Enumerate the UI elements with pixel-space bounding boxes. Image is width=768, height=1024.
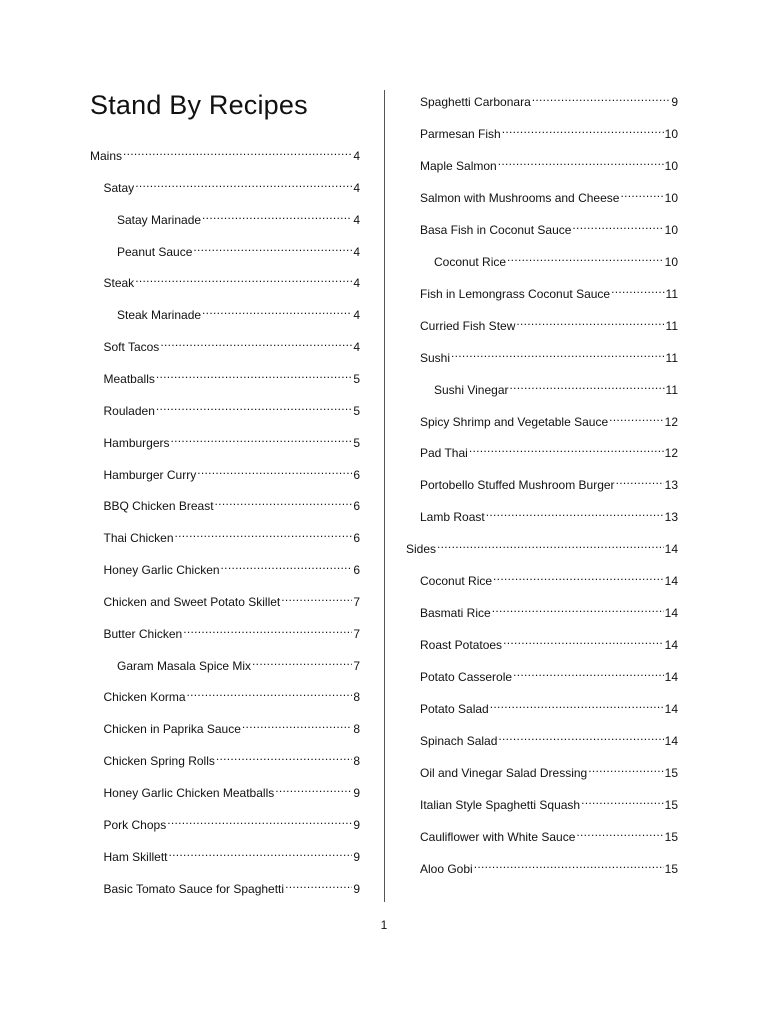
toc-entry[interactable]	[104, 271, 361, 291]
toc-entry[interactable]	[117, 208, 360, 228]
toc-entry-label: Hamburger Curry	[103, 467, 197, 482]
toc-entry-page: 4	[353, 340, 360, 355]
toc-entry[interactable]	[420, 346, 678, 366]
toc-entry[interactable]	[104, 399, 361, 419]
toc-dot-leader	[498, 154, 664, 170]
toc-entry-label: Maple Salmon	[420, 158, 497, 173]
toc-dot-leader	[175, 526, 353, 542]
column-divider	[384, 90, 385, 902]
toc-entry-label: Basa Fish in Coconut Sauce	[420, 222, 572, 237]
toc-entry-page: 7	[353, 594, 360, 609]
page-number: 1	[380, 918, 388, 932]
toc-entry[interactable]	[90, 144, 360, 164]
toc-entry-label: Oil and Vinegar Salad Dressing	[420, 765, 588, 780]
toc-dot-leader	[187, 685, 353, 701]
toc-dot-leader	[486, 505, 664, 521]
toc-dot-leader	[281, 590, 352, 606]
toc-entry[interactable]	[420, 665, 678, 685]
toc-entry-page: 6	[353, 563, 360, 578]
toc-dot-leader	[202, 303, 352, 319]
toc-entry-label: Portobello Stuffed Mushroom Burger	[420, 478, 615, 493]
toc-entry-label: Fish in Lemongrass Coconut Sauce	[420, 286, 611, 301]
toc-entry[interactable]	[434, 250, 678, 270]
toc-entry-label: Coconut Rice	[434, 254, 507, 269]
toc-entry-page: 6	[353, 499, 360, 514]
toc-entry-label: BBQ Chicken Breast	[103, 499, 214, 514]
toc-entry-label: Lamb Roast	[420, 510, 485, 525]
toc-dot-leader	[167, 813, 352, 829]
toc-dot-leader	[242, 717, 352, 733]
toc-entry-label: Coconut Rice	[420, 574, 493, 589]
toc-entry[interactable]	[420, 569, 678, 589]
toc-entry-page: 5	[353, 371, 360, 386]
toc-dot-leader	[216, 749, 352, 765]
toc-dot-leader	[510, 378, 665, 394]
toc-dot-leader	[193, 240, 352, 256]
toc-dot-leader	[169, 845, 353, 861]
toc-entry-page: 14	[664, 734, 678, 748]
document-title: Stand By Recipes	[90, 90, 308, 120]
toc-entry-page: 13	[664, 478, 678, 493]
toc-entry-label: Chicken in Paprika Sauce	[103, 722, 241, 737]
toc-dot-leader	[493, 569, 664, 585]
toc-entry-page: 6	[353, 531, 360, 546]
toc-entry[interactable]	[104, 558, 361, 578]
toc-entry-page: 8	[353, 722, 360, 737]
toc-dot-leader	[572, 218, 663, 234]
toc-entry[interactable]	[420, 186, 678, 206]
toc-entry-page: 4	[353, 212, 360, 227]
toc-entry-page: 12	[664, 414, 678, 429]
toc-entry-label: Sushi	[420, 350, 451, 365]
toc-entry[interactable]	[420, 122, 678, 142]
toc-entry[interactable]	[104, 590, 361, 610]
toc-entry-page: 5	[353, 403, 360, 418]
toc-dot-leader	[611, 282, 664, 298]
toc-entry[interactable]	[420, 601, 678, 621]
toc-dot-leader	[469, 441, 664, 457]
toc-entry-label: Pork Chops	[103, 817, 167, 832]
toc-entry-label: Chicken Korma	[103, 690, 186, 705]
toc-dot-leader	[502, 122, 664, 138]
toc-dot-leader	[171, 431, 353, 447]
toc-dot-leader	[156, 399, 352, 415]
toc-entry-page: 4	[353, 276, 360, 291]
toc-entry-label: Honey Garlic Chicken	[103, 563, 220, 578]
toc-entry-label: Basic Tomato Sauce for Spaghetti	[103, 881, 285, 896]
toc-entry[interactable]	[117, 303, 360, 323]
toc-entry[interactable]	[420, 697, 678, 717]
toc-entry-page: 7	[353, 658, 360, 673]
toc-entry[interactable]	[420, 793, 678, 813]
toc-dot-leader	[275, 781, 352, 797]
toc-dot-leader	[123, 144, 352, 160]
toc-entry[interactable]	[104, 813, 361, 833]
toc-entry-page: 14	[664, 606, 678, 621]
toc-entry-label: Hamburgers	[103, 435, 170, 450]
toc-entry[interactable]	[104, 877, 361, 897]
toc-entry-page: 7	[353, 626, 360, 641]
toc-entry[interactable]	[420, 473, 678, 493]
toc-dot-leader	[183, 622, 352, 638]
toc-entry[interactable]	[434, 378, 678, 398]
toc-entry-page: 15	[664, 829, 678, 844]
toc-entry-page: 9	[353, 817, 360, 832]
toc-entry[interactable]	[104, 717, 361, 737]
toc-entry-page: 14	[664, 542, 678, 557]
toc-entry[interactable]	[420, 314, 678, 334]
toc-entry-page: 4	[353, 308, 360, 323]
toc-dot-leader	[437, 537, 664, 553]
toc-entry-page: 14	[664, 638, 678, 653]
toc-entry[interactable]	[104, 463, 361, 483]
toc-entry-label: Italian Style Spaghetti Squash	[420, 797, 581, 812]
toc-entry[interactable]	[117, 240, 360, 260]
toc-entry-label: Parmesan Fish	[420, 126, 501, 141]
toc-dot-leader	[285, 877, 352, 893]
toc-dot-leader	[451, 346, 665, 362]
toc-entry-page: 10	[664, 190, 678, 205]
toc-entry[interactable]	[117, 654, 360, 674]
toc-dot-leader	[215, 494, 353, 510]
toc-entry[interactable]	[420, 154, 678, 174]
toc-entry-page: 14	[664, 702, 678, 717]
toc-entry[interactable]	[420, 505, 678, 525]
toc-dot-leader	[474, 857, 664, 873]
toc-entry[interactable]	[420, 857, 678, 877]
toc-entry-label: Ham Skillett	[103, 849, 168, 864]
toc-dot-leader	[202, 208, 352, 224]
toc-entry-label: Satay Marinade	[117, 212, 202, 227]
toc-entry[interactable]	[104, 622, 361, 642]
toc-entry-label: Honey Garlic Chicken Meatballs	[103, 786, 275, 800]
toc-entry-page: 11	[665, 286, 678, 301]
toc-entry-page: 14	[664, 574, 678, 589]
toc-entry[interactable]	[104, 494, 361, 514]
toc-entry-label: Potato Salad	[420, 702, 489, 717]
toc-entry-label: Rouladen	[103, 403, 155, 418]
toc-entry-page: 4	[353, 180, 360, 195]
toc-entry-page: 4	[353, 244, 360, 259]
toc-entry-label: Peanut Sauce	[117, 244, 193, 259]
toc-entry[interactable]	[406, 537, 678, 557]
toc-entry-label: Aloo Gobi	[420, 861, 473, 876]
toc-entry-page: 8	[353, 754, 360, 769]
toc-entry[interactable]	[104, 845, 361, 865]
toc-dot-leader	[513, 665, 664, 681]
toc-entry-label: Soft Tacos	[103, 340, 160, 355]
toc-entry[interactable]	[104, 749, 361, 769]
toc-dot-leader	[503, 633, 664, 649]
toc-entry-label: Sides	[406, 542, 437, 557]
toc-entry[interactable]	[420, 90, 678, 110]
toc-entry-label: Basmati Rice	[420, 606, 491, 621]
toc-entry-label: Satay	[103, 180, 135, 195]
toc-entry-label: Butter Chicken	[103, 626, 183, 641]
toc-entry[interactable]	[104, 176, 361, 196]
toc-entry-label: Curried Fish Stew	[420, 318, 516, 333]
toc-dot-leader	[252, 654, 352, 670]
toc-entry-page: 11	[665, 382, 678, 397]
toc-entry-label: Steak	[103, 276, 135, 291]
toc-dot-leader	[197, 463, 352, 479]
toc-entry-page: 15	[664, 797, 678, 812]
toc-dot-leader	[588, 761, 663, 777]
toc-entry-page: 9	[353, 786, 360, 800]
toc-dot-leader	[609, 410, 664, 426]
toc-entry[interactable]	[420, 633, 678, 653]
toc-entry-page: 9	[353, 849, 360, 864]
toc-dot-leader	[498, 729, 663, 745]
toc-entry-label: Potato Casserole	[420, 670, 513, 685]
toc-entry[interactable]	[104, 526, 361, 546]
toc-entry[interactable]	[104, 367, 361, 387]
toc-entry[interactable]	[420, 410, 678, 430]
toc-entry-label: Roast Potatoes	[420, 638, 503, 653]
toc-entry-label: Spaghetti Carbonara	[420, 95, 531, 109]
toc-entry-page: 11	[665, 318, 678, 333]
toc-entry-label: Spinach Salad	[420, 734, 498, 748]
toc-entry[interactable]	[420, 825, 678, 845]
toc-entry[interactable]	[104, 685, 361, 705]
toc-entry-page: 10	[664, 126, 678, 141]
toc-dot-leader	[532, 90, 671, 106]
toc-entry-page: 10	[664, 222, 678, 237]
toc-dot-leader	[576, 825, 663, 841]
toc-entry-page: 12	[664, 446, 678, 461]
toc-entry[interactable]	[420, 218, 678, 238]
toc-entry-label: Mains	[90, 149, 123, 163]
toc-entry[interactable]	[420, 729, 678, 749]
toc-entry-page: 5	[353, 435, 360, 450]
toc-entry-page: 4	[353, 149, 360, 163]
toc-entry-page: 10	[664, 254, 678, 269]
toc-dot-leader	[490, 697, 664, 713]
toc-entry-page: 6	[353, 467, 360, 482]
toc-dot-leader	[507, 250, 664, 266]
toc-dot-leader	[156, 367, 352, 383]
toc-entry-label: Meatballs	[103, 371, 155, 386]
toc-entry[interactable]	[420, 282, 678, 302]
toc-entry-label: Cauliflower with White Sauce	[420, 829, 576, 844]
toc-entry[interactable]	[420, 441, 678, 461]
toc-entry-label: Pad Thai	[420, 446, 468, 461]
toc-entry[interactable]	[104, 335, 361, 355]
toc-dot-leader	[516, 314, 664, 330]
toc-entry-page: 14	[664, 670, 678, 685]
toc-entry-page: 9	[671, 95, 678, 109]
toc-entry-label: Spicy Shrimp and Vegetable Sauce	[420, 414, 609, 429]
toc-dot-leader	[620, 186, 663, 202]
toc-entry-page: 13	[664, 510, 678, 525]
toc-entry-label: Thai Chicken	[103, 531, 174, 546]
toc-entry-page: 11	[665, 350, 678, 365]
toc-entry-page: 10	[664, 158, 678, 173]
toc-dot-leader	[135, 271, 352, 287]
toc-dot-leader	[581, 793, 664, 809]
toc-entry-page: 15	[664, 861, 678, 876]
toc-dot-leader	[135, 176, 352, 192]
toc-entry-label: Steak Marinade	[117, 308, 202, 323]
toc-entry-page: 8	[353, 690, 360, 705]
toc-dot-leader	[160, 335, 352, 351]
toc-dot-leader	[221, 558, 353, 574]
toc-entry-label: Chicken and Sweet Potato Skillet	[103, 594, 281, 609]
toc-entry-label: Salmon with Mushrooms and Cheese	[420, 190, 620, 205]
toc-entry-page: 9	[353, 881, 360, 896]
toc-entry[interactable]	[104, 431, 361, 451]
toc-entry[interactable]	[104, 781, 361, 801]
toc-entry[interactable]	[420, 761, 678, 781]
toc-entry-label: Garam Masala Spice Mix	[117, 658, 252, 673]
toc-entry-label: Chicken Spring Rolls	[103, 754, 215, 769]
toc-dot-leader	[616, 473, 664, 489]
toc-dot-leader	[492, 601, 664, 617]
toc-entry-label: Sushi Vinegar	[434, 382, 509, 397]
toc-entry-page: 15	[664, 765, 678, 780]
